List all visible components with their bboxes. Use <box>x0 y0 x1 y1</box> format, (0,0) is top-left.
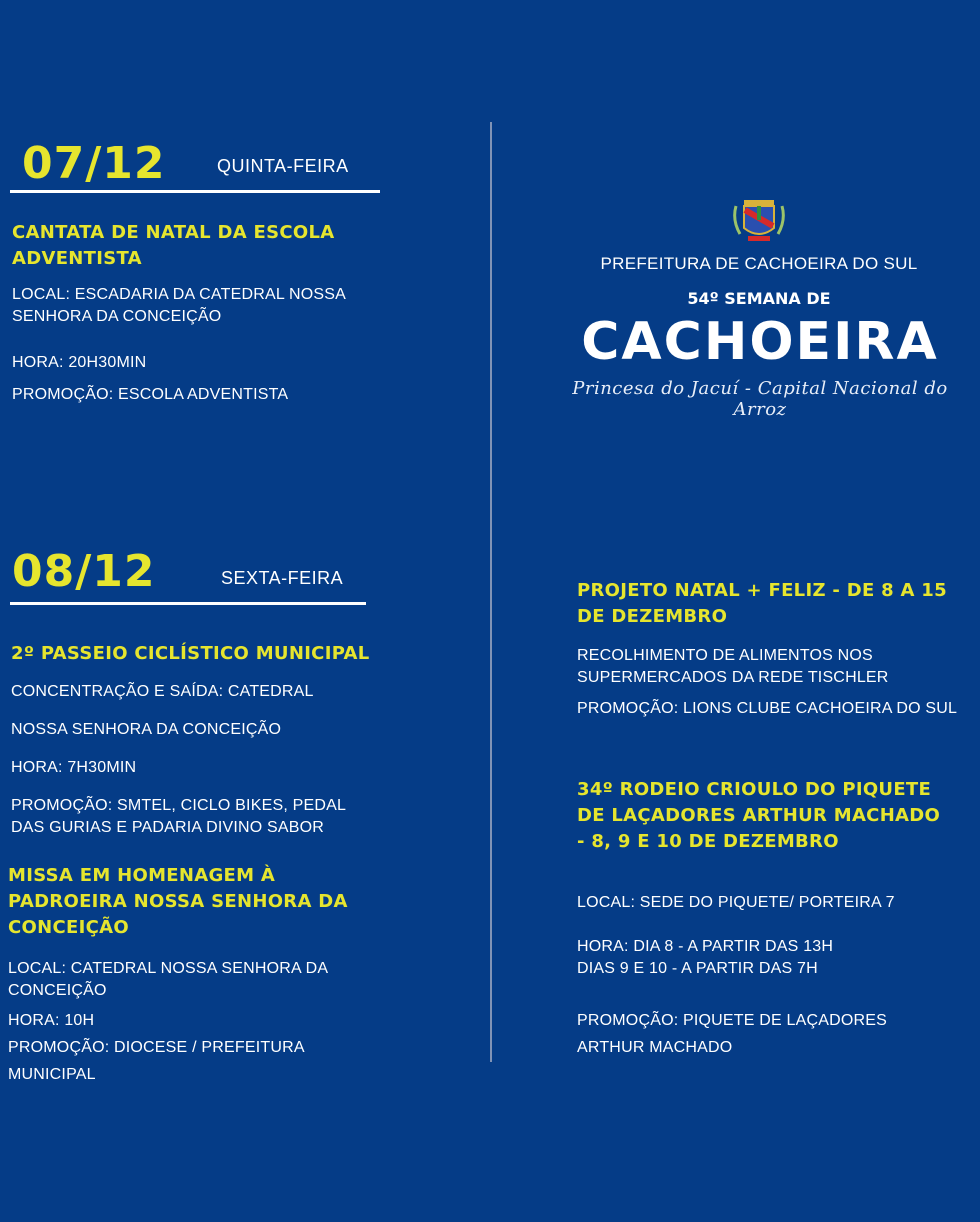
event-hora-missa: HORA: 10H <box>8 1012 95 1029</box>
prefeitura-title: PREFEITURA DE CACHOEIRA DO SUL <box>600 254 918 273</box>
event-promocao-missa-1: PROMOÇÃO: DIOCESE / PREFEITURA <box>8 1039 305 1056</box>
event-title-cantata: CANTATA DE NATAL DA ESCOLA ADVENTISTA <box>12 222 335 269</box>
event-promocao-projeto-natal: PROMOÇÃO: LIONS CLUBE CACHOEIRA DO SUL <box>577 700 958 717</box>
event-title-projeto-natal: PROJETO NATAL + FELIZ - DE 8 A 15 DE DEZEMBRO <box>577 580 947 627</box>
coat-of-arms-icon <box>730 196 788 244</box>
event-local-missa: LOCAL: CATEDRAL NOSSA SENHORA DA CONCEIÇÃO <box>8 960 328 999</box>
event-promocao-rodeio-1: PROMOÇÃO: PIQUETE DE LAÇADORES <box>577 1012 888 1029</box>
event-title-passeio: 2º PASSEIO CICLÍSTICO MUNICIPAL <box>11 643 370 664</box>
tagline-script: Princesa do Jacuí - Capital Nacional do Arroz <box>572 378 948 420</box>
event-title-missa: MISSA EM HOMENAGEM À PADROEIRA NOSSA SENHORA DA CONCEIÇÃO <box>8 865 348 938</box>
event-title-rodeio: 34º RODEIO CRIOULO DO PIQUETE DE LAÇADORES ARTHUR MACHADO - 8, 9 E 10 DE DEZEMBRO <box>577 779 941 852</box>
event-hora-rodeio-1: HORA: DIA 8 - A PARTIR DAS 13H <box>577 938 834 955</box>
event-promocao-passeio: PROMOÇÃO: SMTEL, CICLO BIKES, PEDAL DAS GURIAS E PADARIA DIVINO SABOR <box>11 797 346 836</box>
day1-date: 07/12 <box>22 138 166 189</box>
day2-date: 08/12 <box>12 546 156 597</box>
day2-weekday: SEXTA-FEIRA <box>221 568 344 588</box>
event-promocao-missa-2: MUNICIPAL <box>8 1066 96 1083</box>
event-local-passeio-1: CONCENTRAÇÃO E SAÍDA: CATEDRAL <box>11 683 314 700</box>
event-hora-rodeio-2: DIAS 9 E 10 - A PARTIR DAS 7H <box>577 960 818 977</box>
event-promocao-cantata: PROMOÇÃO: ESCOLA ADVENTISTA <box>12 386 289 403</box>
event-desc-projeto-natal: RECOLHIMENTO DE ALIMENTOS NOS SUPERMERCADOS DA REDE TISCHLER <box>577 647 889 686</box>
event-hora-passeio: HORA: 7H30MIN <box>11 759 137 776</box>
event-local-cantata: LOCAL: ESCADARIA DA CATEDRAL NOSSA SENHORA DA CONCEIÇÃO <box>12 286 346 325</box>
event-local-passeio-2: NOSSA SENHORA DA CONCEIÇÃO <box>11 721 282 738</box>
day2-rule <box>10 602 366 605</box>
event-local-rodeio: LOCAL: SEDE DO PIQUETE/ PORTEIRA 7 <box>577 894 895 911</box>
event-promocao-rodeio-2: ARTHUR MACHADO <box>577 1039 733 1056</box>
day1-rule <box>10 190 380 193</box>
cachoeira-title: CACHOEIRA <box>581 312 939 372</box>
day1-weekday: QUINTA-FEIRA <box>217 156 349 176</box>
event-hora-cantata: HORA: 20H30MIN <box>12 354 147 371</box>
column-divider <box>490 122 492 1062</box>
semana-subtitle: 54º SEMANA DE <box>687 289 831 308</box>
